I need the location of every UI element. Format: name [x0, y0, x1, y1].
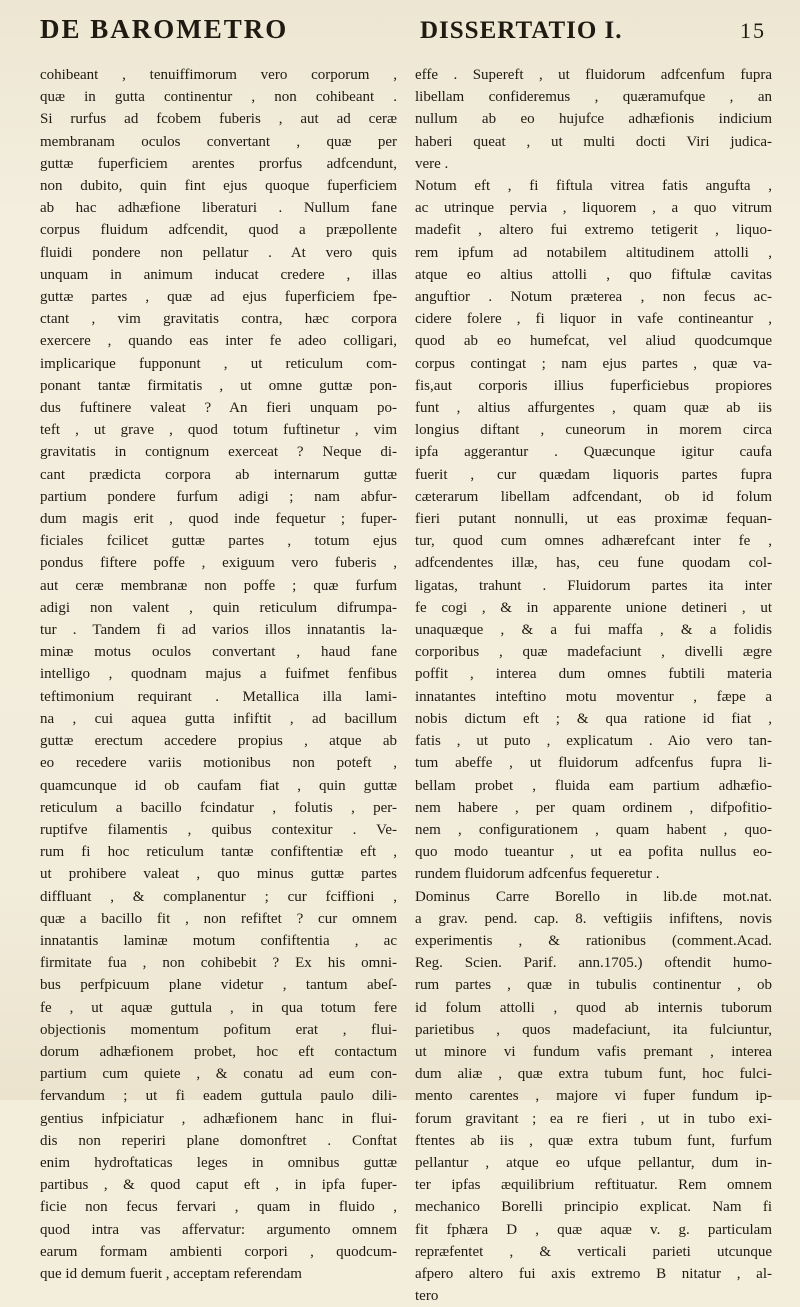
- text-line: rum partes , quæ in tubulis continentur , ob: [415, 977, 772, 994]
- text-line: nullum ab eo hujufce adhæfionis indicium: [415, 111, 772, 128]
- text-line: ficiales fcilicet guttæ partes , totum ejus: [40, 533, 397, 550]
- text-line: quod ab eo humefcat, vel aliud quodcumque: [415, 333, 772, 350]
- text-line: innatantes inteftino motu moventur , fæpe a: [415, 688, 772, 705]
- text-line: rundem fluidorum adfcenfus fequeretur .: [415, 866, 660, 883]
- text-line: guttæ fuperficiem arentes prorfus adfcendunt,: [40, 155, 397, 172]
- text-line: ficie non fecus fervari , quam in fluido ,: [40, 1199, 397, 1216]
- text-line: funt , altius affurgentes , quam quæ ab iis: [415, 400, 772, 417]
- text-line: ponant tantæ firmitatis , ut omne guttæ pon-: [40, 377, 397, 394]
- text-line: ctant , vim gravitatis contra, hæc corpora: [40, 311, 397, 328]
- text-line: aut ceræ membranæ non poffe ; quæ furfum: [40, 577, 397, 594]
- text-line: guttæ erectum accedere propius , atque ab: [40, 733, 397, 750]
- text-line: cidere folere , fi liquor in vafe contineantur ,: [415, 311, 772, 328]
- text-line: membranam oculos convertant , quæ per: [40, 133, 397, 150]
- text-line: tur . Tandem fi ad varios illos innatantis la-: [40, 622, 397, 639]
- text-line: innatantis laminæ motum confiftentia , ac: [40, 932, 397, 949]
- text-line: rem ipfum ad notabilem altitudinem attolli ,: [415, 244, 772, 261]
- text-line: na , cui aquea gutta infiftit , ad bacillum: [40, 710, 397, 727]
- text-line: dum aliæ , quæ extra tubum funt, hoc fulci-: [415, 1066, 772, 1083]
- text-line: mechanico Borelli principio explicat. Nam fi: [415, 1199, 772, 1216]
- right-column: [415, 64, 772, 1307]
- text-line: fe , ut aquæ guttula , in qua totum fere: [40, 999, 397, 1016]
- text-line: ruptifve filamentis , quibus contexitur . Ve-: [40, 821, 397, 838]
- text-line: dum magis erit , quod inde fequetur ; fuper-: [40, 511, 397, 528]
- running-head-right: DISSERTATIO I.: [420, 17, 623, 44]
- text-line: cohibeant , tenuiffimorum vero corporum ,: [40, 67, 397, 83]
- text-line: tum abeffe , ut fluidorum adfcenfus fupra li-: [415, 755, 772, 772]
- text-line: corporibus , quæ madefaciunt , divelli ægre: [415, 644, 772, 661]
- text-line: non dubito, quin fint ejus quoque fuperficiem: [40, 178, 397, 195]
- text-line: enim hydroftaticas leges in omnibus guttæ: [40, 1154, 397, 1171]
- text-line: haberi queat , ut multi docti Viri judica-: [415, 133, 772, 150]
- text-line: firmitate fua , non cohibebit ? Ex his omni-: [40, 955, 397, 972]
- text-line: ut prohibere valeat , quo minus guttæ partes: [40, 866, 397, 883]
- text-line: Dominus Carre Borello in lib.de mot.nat.: [415, 888, 772, 905]
- text-line: dis non reperiri plane domonftret . Conftat: [40, 1132, 397, 1149]
- text-columns: [40, 64, 772, 1307]
- text-line: quo modo tueantur , ut ea pofita nullus eo-: [415, 844, 772, 861]
- text-line: nem habere , per quam ordinem , difpofitio-: [415, 799, 772, 816]
- text-line: objectionis momentum pofitum erat , flui-: [40, 1021, 397, 1038]
- text-line: cant prædicta corpora ab internarum guttæ: [40, 466, 397, 483]
- text-line: afpero altero fui axis extremo B nitatur , al-: [415, 1265, 772, 1282]
- text-line: mento carentes , majore vi fuper fundum ip-: [415, 1088, 772, 1105]
- text-line: pellantur , atque eo ufque pellantur, dum in-: [415, 1154, 772, 1171]
- text-line: implicarique fupponunt , ut reticulum com-: [40, 355, 397, 372]
- text-line: partium pondere furfum adigi ; nam abfur-: [40, 488, 397, 505]
- text-line: teftimonium requirant . Metallica illa lami-: [40, 688, 397, 705]
- text-line: dus fuftinere valeat ? An fieri unquam po-: [40, 400, 397, 417]
- text-line: exercere , quando eas inter fe adeo colligari,: [40, 333, 397, 350]
- text-line: diffluant , & complanentur ; cur fciffioni ,: [40, 888, 397, 905]
- text-line: quæ in gutta continentur , non cohibeant .: [40, 89, 397, 106]
- text-line: experimentis , & rationibus (comment.Acad.: [415, 932, 772, 949]
- text-line: unaquæque , & a fui maffa , & a folidis: [415, 622, 772, 639]
- text-line: gentius infpiciatur , adhæfionem hanc in flui-: [40, 1110, 397, 1127]
- text-line: corpus contingat ; nam ejus partes , quæ va-: [415, 355, 772, 372]
- text-line: ftentes ab iis , quæ extra tubum funt, furfum: [415, 1132, 772, 1149]
- text-line: corpus fluidum adfcendit, quod a præpollente: [40, 222, 397, 239]
- text-line: Si rurfus ad fcobem fuberis , aut ad ceræ: [40, 111, 397, 128]
- text-line: fis,aut corporis illius fuperficiebus propiores: [415, 377, 772, 394]
- running-head: [40, 14, 772, 64]
- text-line: rum fi hoc reticulum tantæ confiftentiæ eft ,: [40, 844, 397, 861]
- text-line: partium cum quiete , & conatu ad eum con-: [40, 1066, 397, 1083]
- text-line: fit fphæra D , quæ aquæ v. g. particulam: [415, 1221, 772, 1238]
- text-line: fervandum ; ut fi eadem guttula paulo dili-: [40, 1088, 397, 1105]
- text-line: poffit , interea dum omnes fubtili materia: [415, 666, 772, 683]
- text-line: nem , configurationem , quam habent , quo-: [415, 821, 772, 838]
- text-line: reticulum a bacillo fcindatur , folutis , per-: [40, 799, 397, 816]
- text-line: quæ a bacillo fit , non refiftet ? cur omnem: [40, 910, 397, 927]
- text-line: unquam in animum inducat credere , illas: [40, 266, 397, 283]
- text-line: parietibus , quos madefaciunt, ita fulciuntur,: [415, 1021, 772, 1038]
- text-line: ab hac adhæfione liberaturi . Nullum fane: [40, 200, 397, 217]
- text-line: earum formam ambienti corpori , quodcum-: [40, 1243, 397, 1260]
- text-line: quod intra vas affervatur: argumento omnem: [40, 1221, 397, 1238]
- text-line: minæ motus oculos convertant , haud fane: [40, 644, 397, 661]
- text-line: bellam probet , fluida eam partium adhæfio-: [415, 777, 772, 794]
- page-number: 15: [740, 18, 766, 43]
- text-line: gravitatis in contignum exerceat ? Neque di-: [40, 444, 397, 461]
- text-line: pondus fiftere poffe , exiguum vero fuberis ,: [40, 555, 397, 572]
- text-line: anguftior . Notum præterea , non fecus ac-: [415, 289, 772, 306]
- text-line: tero: [415, 1288, 439, 1305]
- text-line: nobis dictum eft ; & qua ratione id fiat ,: [415, 710, 772, 727]
- text-line: fuerit , cur quædam liquoris partes fupra: [415, 466, 772, 483]
- running-head-left: DE BAROMETRO: [40, 14, 289, 44]
- text-line: tur, quod cum omnes adhærefcant inter fe ,: [415, 533, 772, 550]
- text-line: a grav. pend. cap. 8. veftigiis infiftens, novis: [415, 910, 772, 927]
- text-line: Reg. Scien. Parif. ann.1705.) oftendit humo-: [415, 955, 772, 972]
- text-line: ipfa aggerantur . Quæcunque igitur caufa: [415, 444, 772, 461]
- text-line: atque eo altius attolli , quo fiftulæ cavitas: [415, 266, 772, 283]
- text-line: teft , ut grave , quod totum fuftinetur , vim: [40, 422, 397, 439]
- text-line: libellam confideremus , quæramufque , an: [415, 89, 772, 106]
- text-line: adfcendentes illæ, has, ceu fune quodam col-: [415, 555, 772, 572]
- text-line: fe cogi , & in apparente unione detineri , ut: [415, 599, 772, 616]
- text-line: longius diftant , cuneorum in morem circa: [415, 422, 772, 439]
- text-line: id folum attolli , quod ab internis tuborum: [415, 999, 772, 1016]
- text-line: Notum eft , fi fiftula vitrea fatis angufta ,: [415, 178, 772, 195]
- text-line: quamcunque id ob caufam fiat , quin guttæ: [40, 777, 397, 794]
- text-line: ac utrinque pervia , liquorem , a quo vitrum: [415, 200, 772, 217]
- text-line: fieri putant nonnulli, ut eas proximæ fequan-: [415, 511, 772, 528]
- text-line: fluidi pondere non pellatur . At vero quis: [40, 244, 397, 261]
- text-line: que id demum fuerit , acceptam referendam: [40, 1265, 302, 1282]
- text-line: ligatas, trahunt . Fluidorum partes ita inter: [415, 577, 772, 594]
- text-line: ut minore vi fundum vafis premant , interea: [415, 1043, 772, 1060]
- text-line: madefit , altero fui extremo tetigerit , liquo-: [415, 222, 772, 239]
- text-line: intelligo , quodnam majus a fuifmet fenfibus: [40, 666, 397, 683]
- text-line: effe . Supereft , ut fluidorum adfcenfum fupra: [415, 67, 772, 83]
- text-line: eo recedere variis motionibus non poteft ,: [40, 755, 397, 772]
- text-line: dorum adhæfionem probet, hoc eft contactum: [40, 1043, 397, 1060]
- text-line: repræfentet , & verticali parieti utcunque: [415, 1243, 772, 1260]
- text-line: fatis , ut puto , explicatum . Aio vero tan-: [415, 733, 772, 750]
- text-line: partibus , & quod caput eft , in ipfa fuper-: [40, 1177, 397, 1194]
- text-line: cæterarum libellam adfcendant, ob id folum: [415, 488, 772, 505]
- text-line: vere .: [415, 155, 449, 172]
- text-line: guttæ partes , quæ ad ejus fuperficiem fpe-: [40, 289, 397, 306]
- text-line: bus perfpicuum plane videtur , tantum abeſ-: [40, 977, 397, 994]
- text-line: forum gravitant ; ea re fieri , ut in tubo exi-: [415, 1110, 772, 1127]
- text-line: ter ipfas æquilibrium reftituatur. Rem omnem: [415, 1177, 772, 1194]
- left-column: [40, 64, 397, 1307]
- text-line: adigi non valent , quin reticulum difrumpa-: [40, 599, 397, 616]
